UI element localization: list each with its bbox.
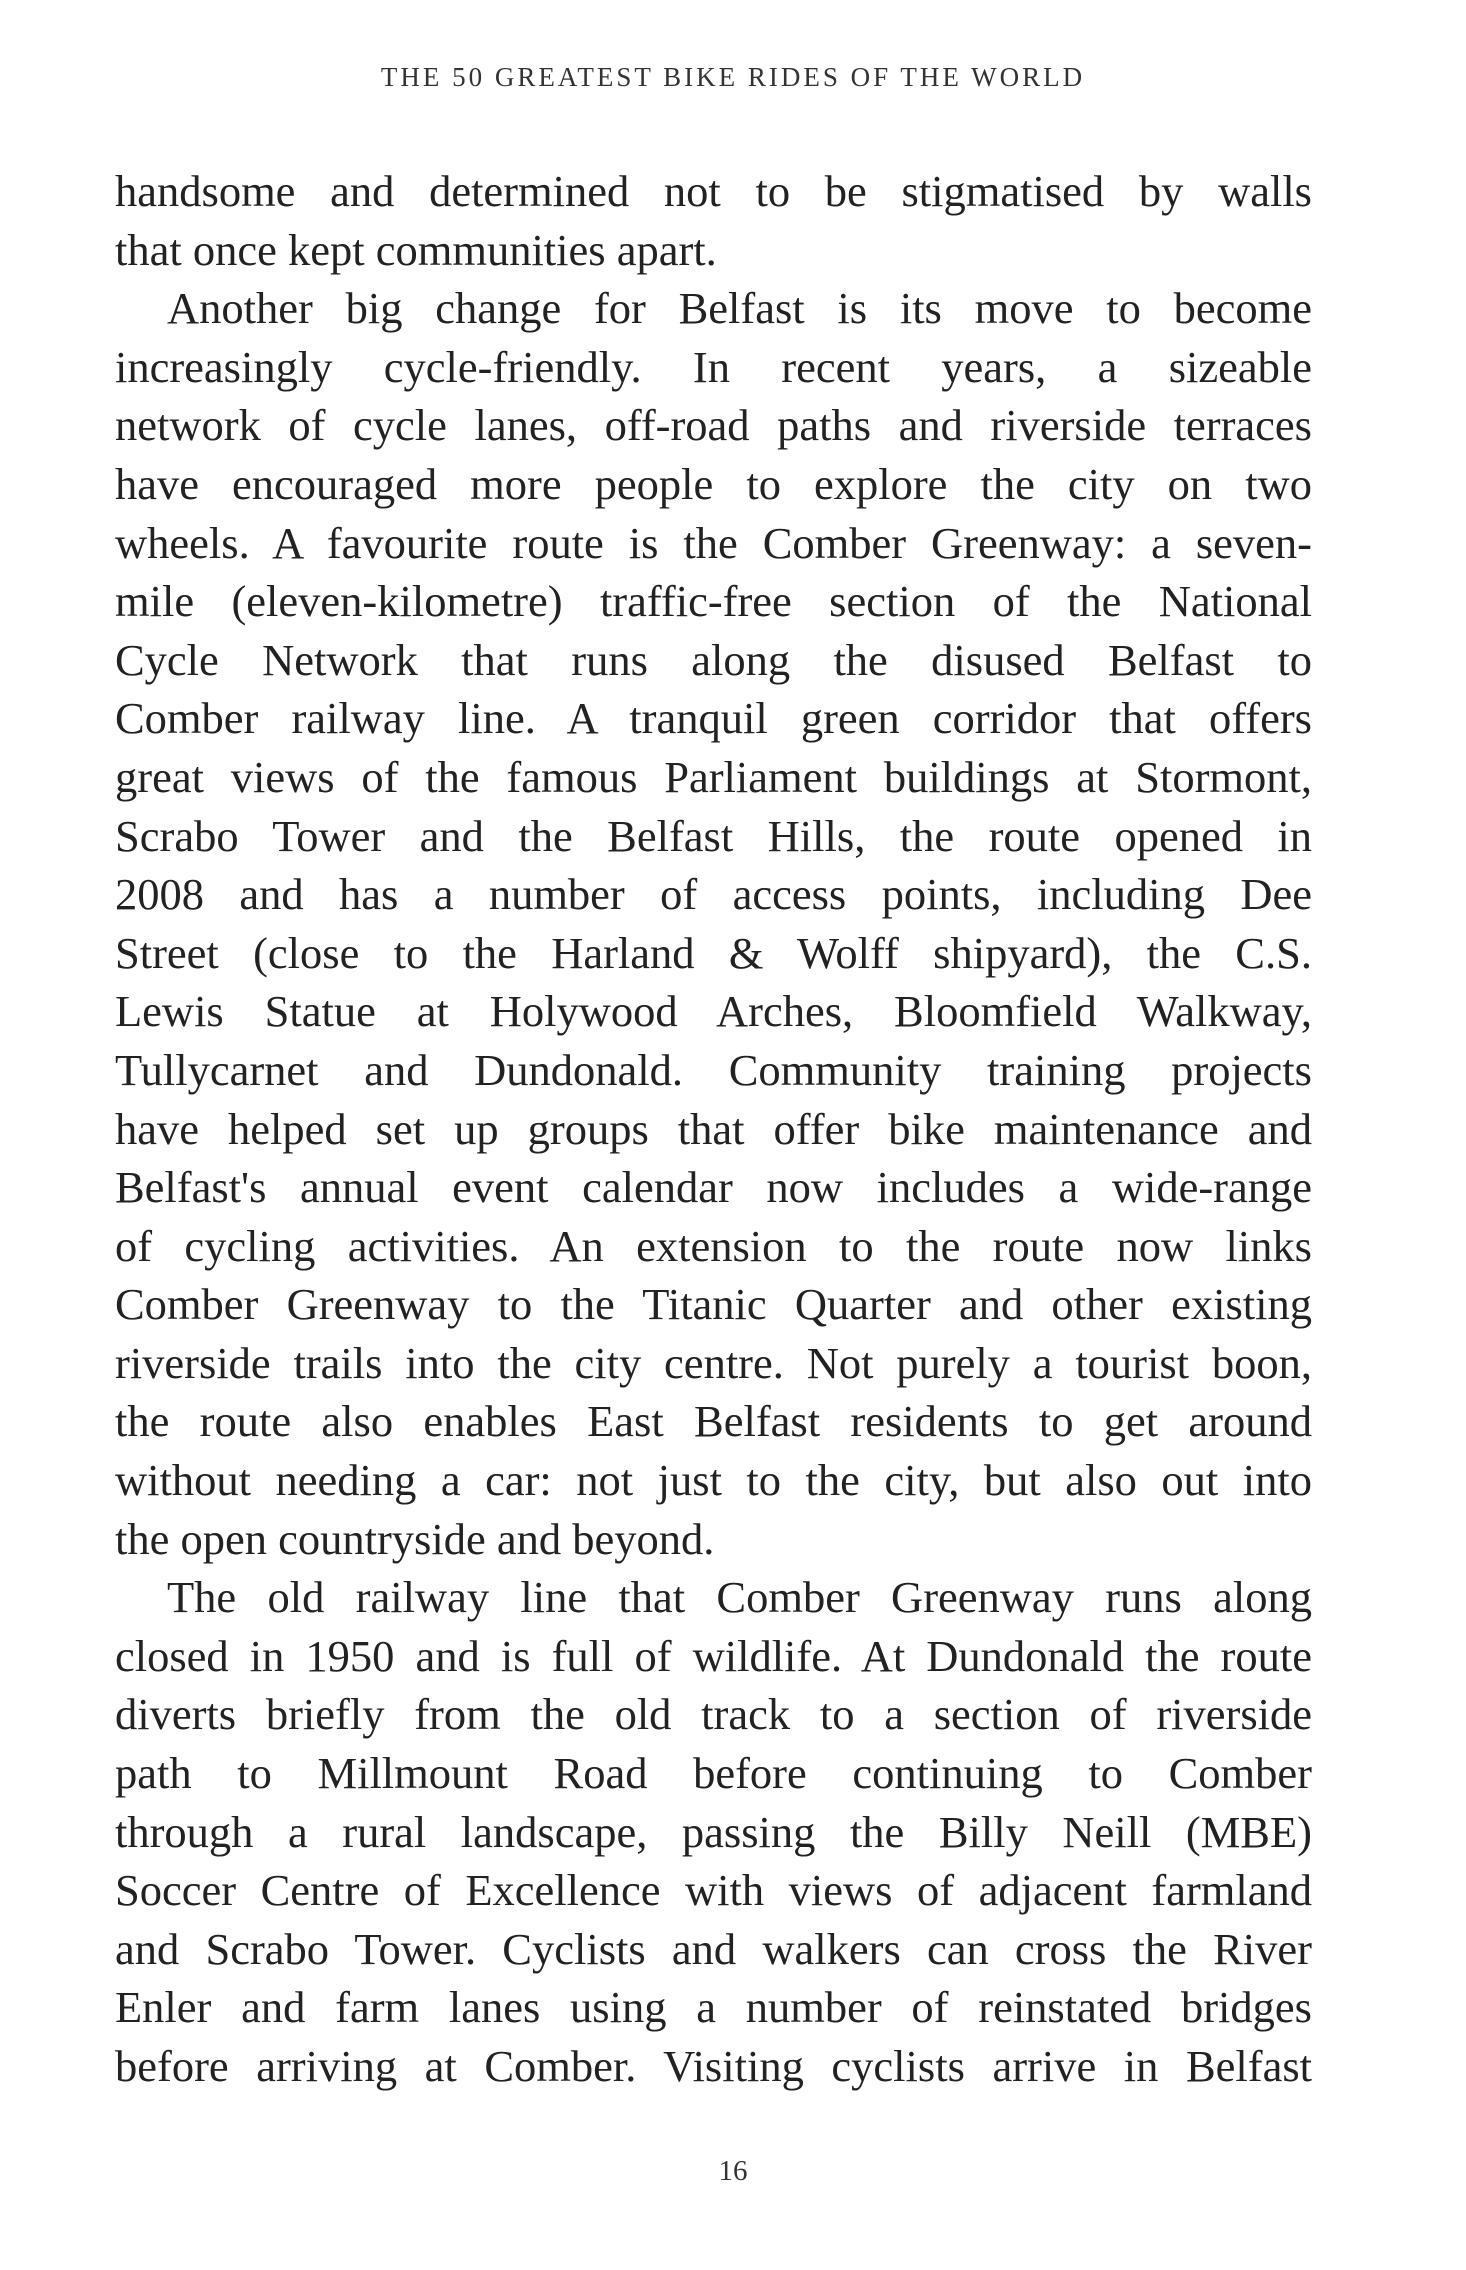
text-line: of cycling activities. An extension to the route now links bbox=[115, 1220, 1312, 1271]
text-line: path to Millmount Road before continuing to Comber bbox=[115, 1748, 1312, 1799]
text-line: Enler and farm lanes using a number of reinstated bridges bbox=[115, 1982, 1312, 2033]
text-line: mile (eleven-kilometre) traffic-free section of the National bbox=[115, 576, 1312, 627]
text-line: increasingly cycle-friendly. In recent years, a sizeable bbox=[115, 341, 1312, 392]
text-line: Lewis Statue at Holywood Arches, Bloomfield Walkway, bbox=[115, 986, 1312, 1037]
text-line: 2008 and has a number of access points, including Dee bbox=[115, 869, 1312, 920]
text-line: Cycle Network that runs along the disused Belfast to bbox=[115, 634, 1312, 685]
text-line: Soccer Centre of Excellence with views of adjacent farmland bbox=[115, 1865, 1312, 1916]
body-text bbox=[115, 162, 1312, 2096]
text-line: without needing a car: not just to the city, but also out into bbox=[115, 1455, 1312, 1506]
text-line: through a rural landscape, passing the Billy Neill (MBE) bbox=[115, 1806, 1312, 1857]
text-line: have helped set up groups that offer bike maintenance and bbox=[115, 1103, 1312, 1154]
text-line: handsome and determined not to be stigmatised by walls bbox=[115, 166, 1312, 216]
text-line: closed in 1950 and is full of wildlife. At Dundonald the route bbox=[115, 1630, 1312, 1681]
text-line: network of cycle lanes, off-road paths and riverside terraces bbox=[115, 400, 1312, 451]
text-line: wheels. A favourite route is the Comber Greenway: a seven- bbox=[115, 517, 1312, 568]
text-line: the route also enables East Belfast residents to get around bbox=[115, 1396, 1312, 1447]
text-line: and Scrabo Tower. Cyclists and walkers can cross the River bbox=[115, 1923, 1312, 1974]
text-line: Comber Greenway to the Titanic Quarter and other existing bbox=[115, 1279, 1312, 1330]
text-line: Another big change for Belfast is its move to become bbox=[167, 283, 1312, 334]
text-line: Tullycarnet and Dundonald. Community training projects bbox=[115, 1044, 1312, 1095]
page-number: 16 bbox=[718, 2155, 748, 2187]
text-line: have encouraged more people to explore the city on two bbox=[115, 458, 1312, 509]
text-line: diverts briefly from the old track to a section of riverside bbox=[115, 1689, 1312, 1740]
text-line: that once kept communities apart. bbox=[115, 224, 717, 275]
text-line: riverside trails into the city centre. Not purely a tourist boon, bbox=[115, 1337, 1312, 1388]
text-line: Comber railway line. A tranquil green corridor that offers bbox=[115, 693, 1312, 744]
text-line: before arriving at Comber. Visiting cyclists arrive in Belfast bbox=[115, 2041, 1312, 2091]
running-head: THE 50 GREATEST BIKE RIDES OF THE WORLD bbox=[380, 62, 1086, 92]
text-line: the open countryside and beyond. bbox=[115, 1513, 715, 1564]
text-line: great views of the famous Parliament buildings at Stormont, bbox=[115, 751, 1312, 802]
text-line: The old railway line that Comber Greenway runs along bbox=[167, 1572, 1312, 1623]
text-line: Street (close to the Harland & Wolff shipyard), the C.S. bbox=[115, 927, 1312, 978]
text-line: Belfast's annual event calendar now includes a wide-range bbox=[115, 1162, 1312, 1213]
text-line: Scrabo Tower and the Belfast Hills, the route opened in bbox=[115, 810, 1312, 861]
